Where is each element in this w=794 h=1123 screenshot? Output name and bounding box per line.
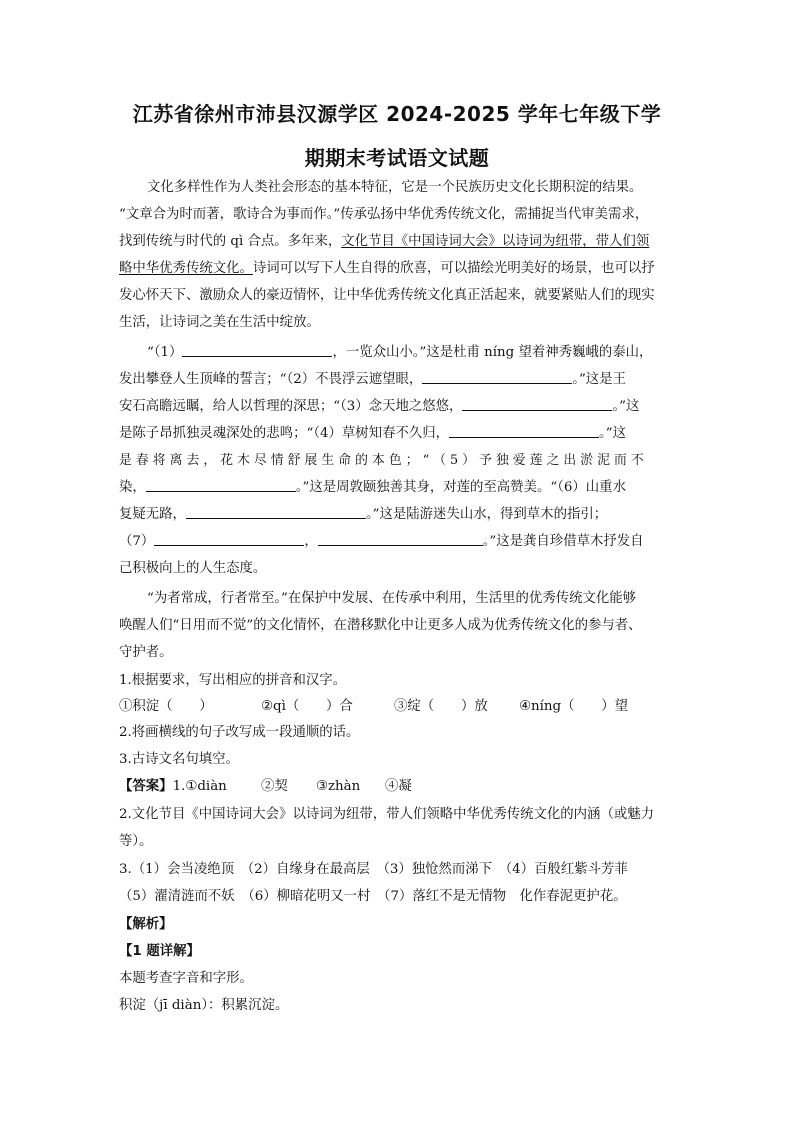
passage1-line-5: 发心怀天下、激励众人的豪迈情怀，让中华优秀传统文化真正活起来，就要紧贴人们的现实	[119, 288, 655, 303]
passage2-line-6	[119, 479, 679, 497]
blank-4[interactable]	[449, 425, 599, 438]
passage2-text: 。”这是陆游迷失山水，得到草木的指引；	[365, 507, 608, 522]
passage2-text: 染，	[119, 480, 146, 495]
underlined-sentence-part-2: 略中华优秀传统文化。	[119, 261, 253, 276]
blank-6[interactable]	[186, 506, 366, 519]
passage2-text: 。”这是周敦颐独善其身，对莲的至高赞美。“（6）山重水	[295, 480, 626, 495]
answer-2-line-1: 2.文化节目《中国诗词大会》以诗词为纽带，带人们领略中华优秀传统文化的内涵（或魅力	[119, 807, 655, 822]
passage2-line-2	[119, 371, 679, 389]
passage2-line-8	[119, 533, 679, 551]
page-title-line-1: 江苏省徐州市沛县汉源学区 2024-2025 学年七年级下学	[132, 102, 662, 126]
passage2-text: 安石高瞻远瞩，给人以哲理的深思；“（3）念天地之悠悠，	[119, 399, 463, 414]
passage1-line-1: 文化多样性作为人类社会形态的基本特征，它是一个民族历史文化长期积淀的结果。	[147, 180, 643, 195]
passage2-text: （7）	[119, 534, 155, 549]
answer-label: 【答案】	[119, 779, 173, 794]
passage2-text: ，一览众山小。”这是杜甫 níng 望着神秀巍峨的泰山，	[332, 345, 653, 360]
q1-item-4: ④níng（ ）望	[519, 699, 629, 714]
analysis-line-2: 积淀（jī diàn）：积累沉淀。	[119, 998, 289, 1013]
answer-1-item-1: 1.①diàn	[172, 779, 227, 794]
blank-7b[interactable]	[318, 533, 483, 546]
passage2-text: “（1）	[147, 345, 183, 360]
answer-3-line-2: （5）濯清涟而不妖 （6）柳暗花明又一村 （7）落红不是无情物 化作春泥更护花。	[119, 889, 627, 904]
blank-2[interactable]	[422, 371, 572, 384]
passage2-text: 。”这	[599, 426, 626, 441]
answer-2-line-2: 等）。	[119, 834, 153, 849]
passage2-text: 。”这	[612, 399, 640, 414]
page-title-line-2: 期期末考试语文试题	[304, 146, 490, 170]
analysis-detail-label: 【1 题详解】	[119, 944, 200, 959]
passage1-text: 找到传统与时代的 qì 合点。多年来，	[119, 234, 342, 249]
passage2-line-4	[119, 425, 679, 443]
passage3-line-3: 守护者。	[119, 645, 173, 660]
passage2-text: 发出攀登人生顶峰的誓言；“（2）不畏浮云遮望眼，	[119, 372, 423, 387]
passage1-line-4	[119, 260, 679, 278]
passage1-line-6: 生活，让诗词之美在生活中绽放。	[119, 315, 320, 330]
answer-1-item-2: ②契	[261, 779, 288, 794]
question-3: 3.古诗文名句填空。	[119, 752, 239, 767]
passage1-text: 诗词可以写下人生自得的欣喜，可以描绘光明美好的场景，也可以抒	[252, 261, 655, 276]
passage1-line-3	[119, 233, 679, 251]
passage1-line-2: “文章合为时而著，歌诗合为事而作。”传承弘扬中华优秀传统文化，需捕捉当代审美需求，	[119, 207, 649, 222]
blank-7a[interactable]	[154, 533, 304, 546]
answer-1-item-3: ③zhàn	[316, 779, 361, 794]
passage2-text: 。”这是龚自珍借草木抒发自	[482, 534, 644, 549]
q1-item-3: ③绽（ ）放	[394, 699, 488, 714]
analysis-line-1: 本题考查字音和字形。	[119, 971, 253, 986]
q1-item-2: ②qì（ ）合	[261, 699, 353, 714]
passage2-line-3	[119, 398, 679, 416]
q1-item-1: ①积淀（ ）	[119, 699, 213, 714]
passage2-line-1	[147, 344, 679, 362]
question-2: 2.将画横线的句子改写成一段通顺的话。	[119, 725, 360, 740]
blank-5[interactable]	[146, 479, 296, 492]
passage3-line-2: 唤醒人们“日用而不觉”的文化情怀，在潜移默化中让更多人成为优秀传统文化的参与者、	[119, 618, 642, 633]
blank-1[interactable]	[182, 344, 332, 357]
answer-3-line-1: 3.（1）会当凌绝顶 （2）自缘身在最高层 （3）独怆然而涕下 （4）百般红紫斗芳菲	[119, 862, 628, 877]
passage3-line-1: “为者常成，行者常至。”在保护中发展、在传承中利用，生活里的优秀传统文化能够	[147, 591, 637, 606]
passage2-text: 复疑无路，	[119, 507, 186, 522]
passage2-line-5: 是 春 将 离 去 ， 花 木 尽 情 舒 展 生 命 的 本 色 ； “ （ 5 ） 予 独 爱 莲 之 出 淤 泥 而 不	[119, 453, 644, 468]
answer-line-1	[119, 778, 679, 796]
question-1: 1.根据要求，写出相应的拼音和汉字。	[119, 673, 347, 688]
passage2-line-9: 己积极向上的人生态度。	[119, 561, 267, 576]
analysis-label: 【解析】	[119, 917, 173, 932]
underlined-sentence-part-1: 文化节目《中国诗词大会》以诗词为纽带，带人们领	[341, 234, 650, 249]
blank-3[interactable]	[462, 398, 612, 411]
passage2-text: ，	[304, 534, 318, 549]
passage2-text: 。”这是王	[572, 372, 626, 387]
passage2-text: 是陈子昂抓独灵魂深处的悲鸣；“（4）草树知春不久归，	[119, 426, 450, 441]
answer-1-item-4: ④凝	[385, 779, 412, 794]
passage2-line-7	[119, 506, 679, 524]
